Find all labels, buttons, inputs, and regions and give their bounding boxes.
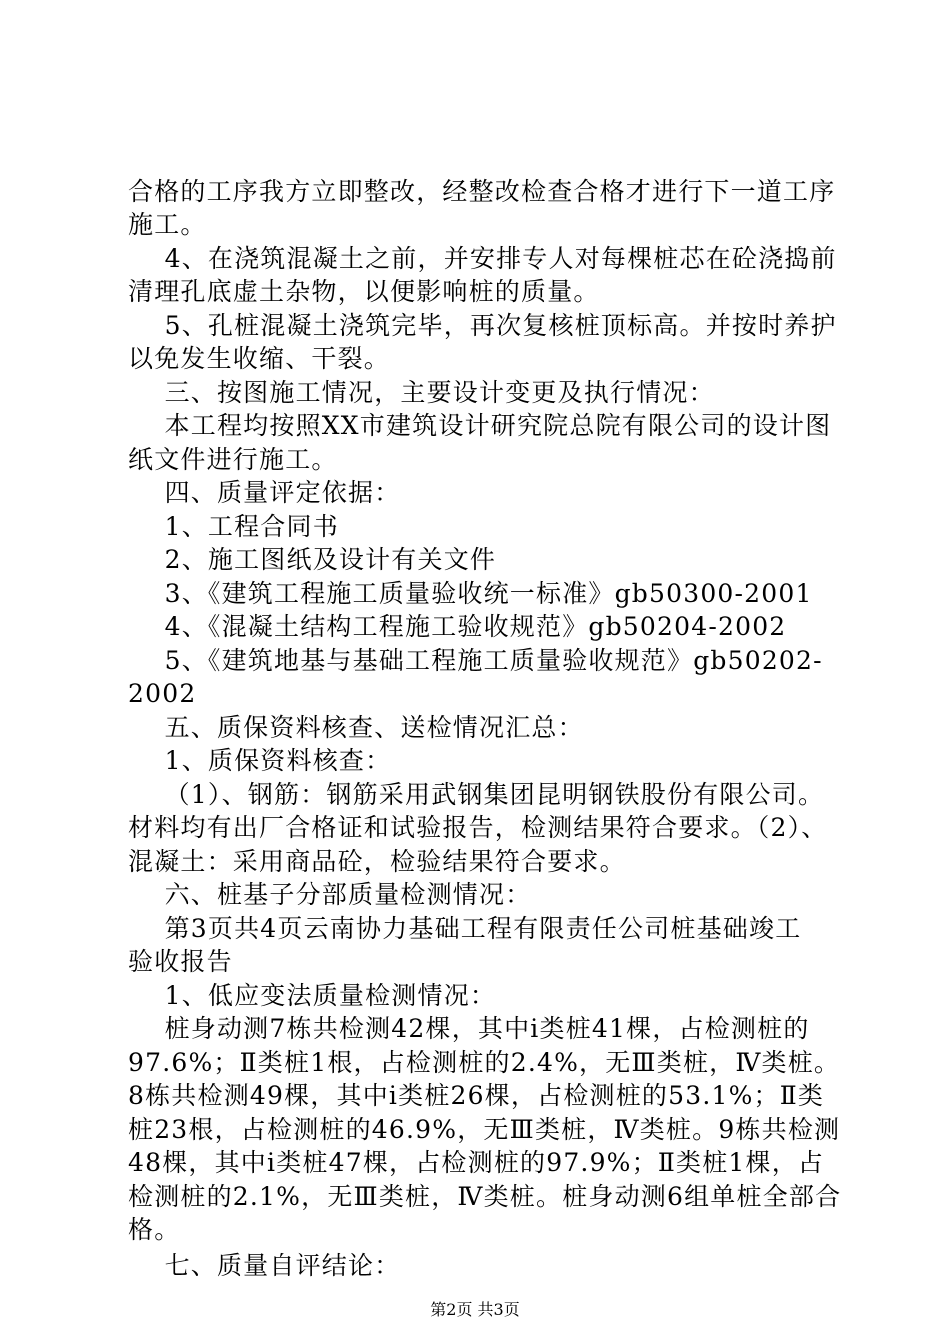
text-line: 2002 [128,679,197,708]
list-item: 1、工程合同书 [128,512,339,541]
text-line: 检测桩的2.1%，无Ⅲ类桩，Ⅳ类桩。桩身动测6组单桩全部合 [128,1182,842,1211]
text-line: 纸文件进行施工。 [128,445,338,474]
list-item: 4、《混凝土结构工程施工验收规范》gb50204-2002 [128,612,787,641]
text-line: 混凝土：采用商品砼，检验结果符合要求。 [128,847,626,876]
text-line: （1）、钢筋：钢筋采用武钢集团昆明钢铁股份有限公司。 [128,780,825,809]
text-line: 1、质保资料核查： [128,746,392,775]
page-footer: 第2页 共3页 [430,1300,520,1319]
section-heading: 三、按图施工情况，主要设计变更及执行情况： [128,378,715,407]
text-line: 48棵，其中i类桩47棵，占检测桩的97.9%；Ⅱ类桩1棵，占 [128,1148,825,1177]
text-line: 合格的工序我方立即整改，经整改检查合格才进行下一道工序 [128,177,836,206]
section-heading: 七、质量自评结论： [128,1251,401,1280]
text-line: 97.6%；Ⅱ类桩1根，占检测桩的2.4%，无Ⅲ类桩，Ⅳ类桩。 [128,1048,841,1077]
section-heading: 四、质量评定依据： [128,478,401,507]
list-item: 3、《建筑工程施工质量验收统一标准》gb50300-2001 [128,579,813,608]
text-line: 4、在浇筑混凝土之前，并安排专人对每棵桩芯在砼浇捣前 [128,244,837,273]
text-line: 本工程均按照XX市建筑设计研究院总院有限公司的设计图 [128,411,832,440]
text-line: 清理孔底虚土杂物，以便影响桩的质量。 [128,277,600,306]
text-line: 施工。 [128,210,207,239]
text-line: 材料均有出厂合格证和试验报告，检测结果符合要求。（2）、 [128,813,828,842]
list-item: 2、施工图纸及设计有关文件 [128,545,497,574]
section-heading: 五、质保资料核查、送检情况汇总： [128,713,584,742]
list-item: 5、《建筑地基与基础工程施工质量验收规范》gb50202- [128,646,823,675]
text-line: 5、孔桩混凝土浇筑完毕，再次复核桩顶标高。并按时养护 [128,311,837,340]
text-line: 第3页共4页云南协力基础工程有限责任公司桩基础竣工 [128,914,802,943]
section-heading: 六、桩基子分部质量检测情况： [128,880,532,909]
text-line: 1、低应变法质量检测情况： [128,981,497,1010]
text-line: 验收报告 [128,947,233,976]
text-line: 格。 [128,1215,181,1244]
text-line: 桩23根，占检测桩的46.9%，无Ⅲ类桩，Ⅳ类桩。9栋共检测 [128,1115,841,1144]
text-line: 以免发生收缩、干裂。 [128,344,391,373]
text-line: 8栋共检测49棵，其中i类桩26棵，占检测桩的53.1%；Ⅱ类 [128,1081,825,1110]
text-line: 桩身动测7栋共检测42棵，其中i类桩41棵，占检测桩的 [128,1014,810,1043]
